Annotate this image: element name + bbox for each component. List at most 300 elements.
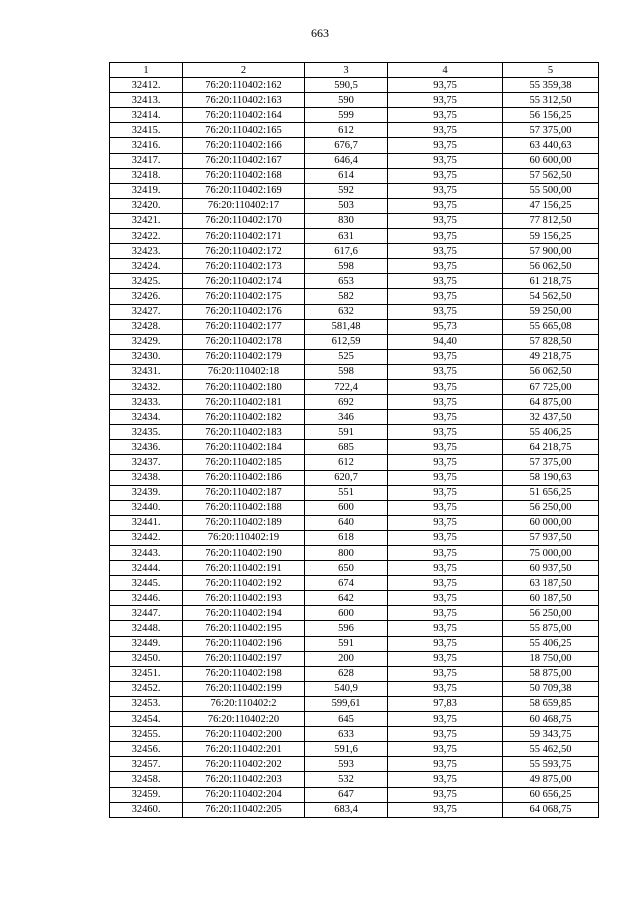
amount-cell: 67 725,00 — [503, 379, 599, 394]
row-number-cell: 32414. — [110, 108, 183, 123]
row-number-cell: 32415. — [110, 123, 183, 138]
row-number-cell: 32447. — [110, 606, 183, 621]
amount-cell: 59 343,75 — [503, 727, 599, 742]
rate-cell: 93,75 — [388, 274, 503, 289]
rate-cell: 93,75 — [388, 772, 503, 787]
rate-cell: 93,75 — [388, 198, 503, 213]
cadastral-number-cell: 76:20:110402:162 — [183, 78, 305, 93]
rate-cell: 93,75 — [388, 681, 503, 696]
rate-cell: 93,75 — [388, 440, 503, 455]
column-header-3: 3 — [305, 63, 388, 78]
area-cell: 599,61 — [305, 696, 388, 711]
amount-cell: 32 437,50 — [503, 410, 599, 425]
table-row — [110, 772, 599, 787]
page-number: 663 — [311, 26, 329, 40]
area-cell: 346 — [305, 410, 388, 425]
amount-cell: 47 156,25 — [503, 198, 599, 213]
cadastral-number-cell: 76:20:110402:196 — [183, 636, 305, 651]
amount-cell: 56 062,50 — [503, 259, 599, 274]
amount-cell: 57 375,00 — [503, 123, 599, 138]
row-number-cell: 32433. — [110, 395, 183, 410]
column-header-1: 1 — [110, 63, 183, 78]
table-row — [110, 334, 599, 349]
cadastral-number-cell: 76:20:110402:20 — [183, 712, 305, 727]
area-cell: 591,6 — [305, 742, 388, 757]
rate-cell: 93,75 — [388, 787, 503, 802]
area-cell: 200 — [305, 651, 388, 666]
row-number-cell: 32438. — [110, 470, 183, 485]
amount-cell: 18 750,00 — [503, 651, 599, 666]
table-row — [110, 364, 599, 379]
table-row — [110, 289, 599, 304]
area-cell: 503 — [305, 198, 388, 213]
cadastral-number-cell: 76:20:110402:187 — [183, 485, 305, 500]
amount-cell: 60 656,25 — [503, 787, 599, 802]
column-header-4: 4 — [388, 63, 503, 78]
rate-cell: 93,75 — [388, 455, 503, 470]
row-number-cell: 32453. — [110, 696, 183, 711]
area-cell: 676,7 — [305, 138, 388, 153]
cadastral-number-cell: 76:20:110402:175 — [183, 289, 305, 304]
row-number-cell: 32444. — [110, 561, 183, 576]
rate-cell: 93,75 — [388, 530, 503, 545]
amount-cell: 60 000,00 — [503, 515, 599, 530]
amount-cell: 55 875,00 — [503, 621, 599, 636]
area-cell: 633 — [305, 727, 388, 742]
table-row — [110, 546, 599, 561]
amount-cell: 55 462,50 — [503, 742, 599, 757]
amount-cell: 59 156,25 — [503, 229, 599, 244]
table-row — [110, 742, 599, 757]
table-row — [110, 123, 599, 138]
cadastral-number-cell: 76:20:110402:186 — [183, 470, 305, 485]
table-row — [110, 349, 599, 364]
amount-cell: 55 359,38 — [503, 78, 599, 93]
amount-cell: 59 250,00 — [503, 304, 599, 319]
rate-cell: 93,75 — [388, 802, 503, 817]
rate-cell: 93,75 — [388, 651, 503, 666]
rate-cell: 93,75 — [388, 576, 503, 591]
amount-cell: 49 218,75 — [503, 349, 599, 364]
cadastral-number-cell: 76:20:110402:179 — [183, 349, 305, 364]
row-number-cell: 32428. — [110, 319, 183, 334]
row-number-cell: 32424. — [110, 259, 183, 274]
cadastral-number-cell: 76:20:110402:172 — [183, 244, 305, 259]
amount-cell: 56 156,25 — [503, 108, 599, 123]
row-number-cell: 32441. — [110, 515, 183, 530]
cadastral-number-cell: 76:20:110402:190 — [183, 546, 305, 561]
rate-cell: 93,75 — [388, 515, 503, 530]
area-cell: 620,7 — [305, 470, 388, 485]
amount-cell: 57 900,00 — [503, 244, 599, 259]
row-number-cell: 32443. — [110, 546, 183, 561]
amount-cell: 60 600,00 — [503, 153, 599, 168]
cadastral-number-cell: 76:20:110402:202 — [183, 757, 305, 772]
area-cell: 647 — [305, 787, 388, 802]
amount-cell: 64 218,75 — [503, 440, 599, 455]
amount-cell: 55 593,75 — [503, 757, 599, 772]
rate-cell: 93,75 — [388, 546, 503, 561]
amount-cell: 60 937,50 — [503, 561, 599, 576]
row-number-cell: 32429. — [110, 334, 183, 349]
amount-cell: 75 000,00 — [503, 546, 599, 561]
table-header-row — [110, 63, 599, 78]
row-number-cell: 32426. — [110, 289, 183, 304]
row-number-cell: 32452. — [110, 681, 183, 696]
rate-cell: 93,75 — [388, 666, 503, 681]
area-cell: 632 — [305, 304, 388, 319]
area-cell: 612,59 — [305, 334, 388, 349]
cadastral-number-cell: 76:20:110402:204 — [183, 787, 305, 802]
cadastral-number-cell: 76:20:110402:199 — [183, 681, 305, 696]
area-cell: 650 — [305, 561, 388, 576]
amount-cell: 54 562,50 — [503, 289, 599, 304]
cadastral-number-cell: 76:20:110402:189 — [183, 515, 305, 530]
table-row — [110, 576, 599, 591]
area-cell: 612 — [305, 123, 388, 138]
area-cell: 599 — [305, 108, 388, 123]
rate-cell: 95,73 — [388, 319, 503, 334]
cadastral-number-cell: 76:20:110402:167 — [183, 153, 305, 168]
table-row — [110, 395, 599, 410]
cadastral-number-cell: 76:20:110402:197 — [183, 651, 305, 666]
row-number-cell: 32439. — [110, 485, 183, 500]
area-cell: 683,4 — [305, 802, 388, 817]
table-row — [110, 606, 599, 621]
cadastral-number-cell: 76:20:110402:170 — [183, 213, 305, 228]
column-header-5: 5 — [503, 63, 599, 78]
row-number-cell: 32458. — [110, 772, 183, 787]
amount-cell: 57 828,50 — [503, 334, 599, 349]
amount-cell: 64 068,75 — [503, 802, 599, 817]
rate-cell: 93,75 — [388, 138, 503, 153]
cadastral-number-cell: 76:20:110402:182 — [183, 410, 305, 425]
row-number-cell: 32419. — [110, 183, 183, 198]
row-number-cell: 32445. — [110, 576, 183, 591]
row-number-cell: 32450. — [110, 651, 183, 666]
row-number-cell: 32459. — [110, 787, 183, 802]
amount-cell: 60 468,75 — [503, 712, 599, 727]
area-cell: 653 — [305, 274, 388, 289]
table-row — [110, 183, 599, 198]
table-row — [110, 168, 599, 183]
cadastral-number-cell: 76:20:110402:180 — [183, 379, 305, 394]
rate-cell: 94,40 — [388, 334, 503, 349]
cadastral-number-cell: 76:20:110402:164 — [183, 108, 305, 123]
amount-cell: 55 500,00 — [503, 183, 599, 198]
table-row — [110, 274, 599, 289]
table-row — [110, 712, 599, 727]
row-number-cell: 32446. — [110, 591, 183, 606]
amount-cell: 58 875,00 — [503, 666, 599, 681]
cadastral-number-cell: 76:20:110402:191 — [183, 561, 305, 576]
cadastral-number-cell: 76:20:110402:174 — [183, 274, 305, 289]
cadastral-number-cell: 76:20:110402:18 — [183, 364, 305, 379]
cadastral-number-cell: 76:20:110402:183 — [183, 425, 305, 440]
table-row — [110, 319, 599, 334]
row-number-cell: 32454. — [110, 712, 183, 727]
rate-cell: 93,75 — [388, 364, 503, 379]
rate-cell: 93,75 — [388, 93, 503, 108]
table-row — [110, 561, 599, 576]
row-number-cell: 32434. — [110, 410, 183, 425]
cadastral-number-cell: 76:20:110402:17 — [183, 198, 305, 213]
row-number-cell: 32455. — [110, 727, 183, 742]
table-row — [110, 591, 599, 606]
area-cell: 640 — [305, 515, 388, 530]
table-row — [110, 530, 599, 545]
rate-cell: 93,75 — [388, 395, 503, 410]
table-row — [110, 470, 599, 485]
rate-cell: 93,75 — [388, 259, 503, 274]
cadastral-number-cell: 76:20:110402:205 — [183, 802, 305, 817]
cadastral-number-cell: 76:20:110402:171 — [183, 229, 305, 244]
row-number-cell: 32427. — [110, 304, 183, 319]
table-row — [110, 500, 599, 515]
cadastral-number-cell: 76:20:110402:176 — [183, 304, 305, 319]
amount-cell: 55 312,50 — [503, 93, 599, 108]
area-cell: 642 — [305, 591, 388, 606]
cadastral-number-cell: 76:20:110402:2 — [183, 696, 305, 711]
amount-cell: 63 440,63 — [503, 138, 599, 153]
row-number-cell: 32432. — [110, 379, 183, 394]
rate-cell: 93,75 — [388, 757, 503, 772]
cadastral-number-cell: 76:20:110402:193 — [183, 591, 305, 606]
cadastral-number-cell: 76:20:110402:165 — [183, 123, 305, 138]
area-cell: 600 — [305, 606, 388, 621]
cadastral-number-cell: 76:20:110402:198 — [183, 666, 305, 681]
area-cell: 591 — [305, 425, 388, 440]
row-number-cell: 32448. — [110, 621, 183, 636]
amount-cell: 56 250,00 — [503, 606, 599, 621]
rate-cell: 93,75 — [388, 349, 503, 364]
area-cell: 631 — [305, 229, 388, 244]
table-row — [110, 410, 599, 425]
rate-cell: 93,75 — [388, 153, 503, 168]
row-number-cell: 32451. — [110, 666, 183, 681]
table-row — [110, 229, 599, 244]
row-number-cell: 32422. — [110, 229, 183, 244]
table-row — [110, 757, 599, 772]
cadastral-number-cell: 76:20:110402:169 — [183, 183, 305, 198]
row-number-cell: 32440. — [110, 500, 183, 515]
cadastral-number-cell: 76:20:110402:173 — [183, 259, 305, 274]
rate-cell: 93,75 — [388, 183, 503, 198]
cadastral-number-cell: 76:20:110402:185 — [183, 455, 305, 470]
row-number-cell: 32457. — [110, 757, 183, 772]
cadastral-number-cell: 76:20:110402:166 — [183, 138, 305, 153]
table-row — [110, 138, 599, 153]
rate-cell: 93,75 — [388, 289, 503, 304]
table-row — [110, 455, 599, 470]
row-number-cell: 32425. — [110, 274, 183, 289]
row-number-cell: 32423. — [110, 244, 183, 259]
amount-cell: 58 659,85 — [503, 696, 599, 711]
rate-cell: 93,75 — [388, 244, 503, 259]
row-number-cell: 32413. — [110, 93, 183, 108]
area-cell: 581,48 — [305, 319, 388, 334]
table-row — [110, 515, 599, 530]
table-row — [110, 108, 599, 123]
rate-cell: 93,75 — [388, 108, 503, 123]
table-row — [110, 379, 599, 394]
rate-cell: 93,75 — [388, 591, 503, 606]
amount-cell: 57 937,50 — [503, 530, 599, 545]
table-row — [110, 636, 599, 651]
area-cell: 612 — [305, 455, 388, 470]
amount-cell: 51 656,25 — [503, 485, 599, 500]
rate-cell: 93,75 — [388, 123, 503, 138]
table-row — [110, 651, 599, 666]
area-cell: 525 — [305, 349, 388, 364]
amount-cell: 58 190,63 — [503, 470, 599, 485]
area-cell: 800 — [305, 546, 388, 561]
table-row — [110, 213, 599, 228]
amount-cell: 55 406,25 — [503, 636, 599, 651]
table-row — [110, 485, 599, 500]
row-number-cell: 32420. — [110, 198, 183, 213]
rate-cell: 93,75 — [388, 561, 503, 576]
table-row — [110, 696, 599, 711]
area-cell: 551 — [305, 485, 388, 500]
amount-cell: 77 812,50 — [503, 213, 599, 228]
table-row — [110, 198, 599, 213]
cadastral-number-cell: 76:20:110402:201 — [183, 742, 305, 757]
area-cell: 646,4 — [305, 153, 388, 168]
amount-cell: 61 218,75 — [503, 274, 599, 289]
amount-cell: 50 709,38 — [503, 681, 599, 696]
cadastral-number-cell: 76:20:110402:184 — [183, 440, 305, 455]
amount-cell: 60 187,50 — [503, 591, 599, 606]
area-cell: 692 — [305, 395, 388, 410]
rate-cell: 93,75 — [388, 410, 503, 425]
cadastral-number-cell: 76:20:110402:19 — [183, 530, 305, 545]
amount-cell: 64 875,00 — [503, 395, 599, 410]
area-cell: 618 — [305, 530, 388, 545]
rate-cell: 93,75 — [388, 712, 503, 727]
area-cell: 540,9 — [305, 681, 388, 696]
rate-cell: 93,75 — [388, 621, 503, 636]
column-header-2: 2 — [183, 63, 305, 78]
area-cell: 614 — [305, 168, 388, 183]
row-number-cell: 32437. — [110, 455, 183, 470]
row-number-cell: 32456. — [110, 742, 183, 757]
table-row — [110, 78, 599, 93]
table-row — [110, 787, 599, 802]
row-number-cell: 32436. — [110, 440, 183, 455]
row-number-cell: 32412. — [110, 78, 183, 93]
row-number-cell: 32421. — [110, 213, 183, 228]
amount-cell: 56 250,00 — [503, 500, 599, 515]
rate-cell: 93,75 — [388, 379, 503, 394]
rate-cell: 93,75 — [388, 304, 503, 319]
cadastral-number-cell: 76:20:110402:192 — [183, 576, 305, 591]
row-number-cell: 32431. — [110, 364, 183, 379]
rate-cell: 93,75 — [388, 636, 503, 651]
cadastral-number-cell: 76:20:110402:168 — [183, 168, 305, 183]
cadastral-number-cell: 76:20:110402:177 — [183, 319, 305, 334]
area-cell: 590 — [305, 93, 388, 108]
rate-cell: 93,75 — [388, 500, 503, 515]
table-row — [110, 153, 599, 168]
cadastral-number-cell: 76:20:110402:195 — [183, 621, 305, 636]
amount-cell: 57 375,00 — [503, 455, 599, 470]
area-cell: 593 — [305, 757, 388, 772]
rate-cell: 93,75 — [388, 485, 503, 500]
amount-cell: 55 406,25 — [503, 425, 599, 440]
rate-cell: 93,75 — [388, 229, 503, 244]
table-row — [110, 425, 599, 440]
area-cell: 830 — [305, 213, 388, 228]
area-cell: 600 — [305, 500, 388, 515]
area-cell: 592 — [305, 183, 388, 198]
data-table — [109, 62, 599, 818]
rate-cell: 97,83 — [388, 696, 503, 711]
cadastral-number-cell: 76:20:110402:203 — [183, 772, 305, 787]
row-number-cell: 32430. — [110, 349, 183, 364]
area-cell: 598 — [305, 364, 388, 379]
rate-cell: 93,75 — [388, 470, 503, 485]
area-cell: 628 — [305, 666, 388, 681]
area-cell: 598 — [305, 259, 388, 274]
area-cell: 722,4 — [305, 379, 388, 394]
area-cell: 532 — [305, 772, 388, 787]
table-row — [110, 93, 599, 108]
table-row — [110, 666, 599, 681]
cadastral-number-cell: 76:20:110402:178 — [183, 334, 305, 349]
area-cell: 582 — [305, 289, 388, 304]
area-cell: 596 — [305, 621, 388, 636]
area-cell: 645 — [305, 712, 388, 727]
cadastral-number-cell: 76:20:110402:194 — [183, 606, 305, 621]
table-row — [110, 681, 599, 696]
rate-cell: 93,75 — [388, 727, 503, 742]
cadastral-number-cell: 76:20:110402:181 — [183, 395, 305, 410]
area-cell: 685 — [305, 440, 388, 455]
cadastral-number-cell: 76:20:110402:200 — [183, 727, 305, 742]
table-body — [110, 78, 599, 818]
table-row — [110, 440, 599, 455]
amount-cell: 49 875,00 — [503, 772, 599, 787]
table-row — [110, 259, 599, 274]
rate-cell: 93,75 — [388, 168, 503, 183]
amount-cell: 55 665,08 — [503, 319, 599, 334]
area-cell: 674 — [305, 576, 388, 591]
cadastral-number-cell: 76:20:110402:188 — [183, 500, 305, 515]
rate-cell: 93,75 — [388, 742, 503, 757]
row-number-cell: 32460. — [110, 802, 183, 817]
rate-cell: 93,75 — [388, 425, 503, 440]
table-row — [110, 621, 599, 636]
row-number-cell: 32418. — [110, 168, 183, 183]
table-row — [110, 244, 599, 259]
amount-cell: 57 562,50 — [503, 168, 599, 183]
row-number-cell: 32435. — [110, 425, 183, 440]
rate-cell: 93,75 — [388, 213, 503, 228]
rate-cell: 93,75 — [388, 606, 503, 621]
cadastral-number-cell: 76:20:110402:163 — [183, 93, 305, 108]
area-cell: 617,6 — [305, 244, 388, 259]
row-number-cell: 32416. — [110, 138, 183, 153]
table-row — [110, 802, 599, 817]
area-cell: 591 — [305, 636, 388, 651]
row-number-cell: 32442. — [110, 530, 183, 545]
rate-cell: 93,75 — [388, 78, 503, 93]
area-cell: 590,5 — [305, 78, 388, 93]
row-number-cell: 32449. — [110, 636, 183, 651]
table-row — [110, 304, 599, 319]
amount-cell: 63 187,50 — [503, 576, 599, 591]
